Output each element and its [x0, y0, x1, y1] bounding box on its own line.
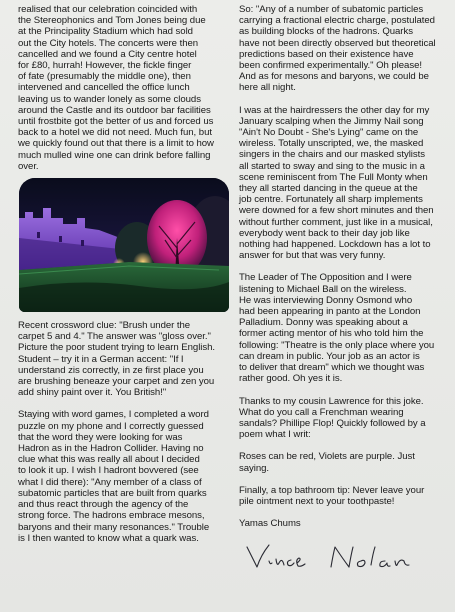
handwritten-signature — [239, 539, 439, 573]
joke-paragraph: Thanks to my cousin Lawrence for this joke. What do you call a Frenchman wearing sandals? Phillipe Flop! Quickly followed by a poem what I writ: — [239, 395, 426, 441]
bathroom-tip-paragraph: Finally, a top bathroom tip: Never leave your pile ointment next to your toothpaste! — [239, 484, 425, 507]
hadron-paragraph: Staying with word games, I completed a word puzzle on my phone and I correctly guessed that the word they were looking for was Hadron as in the Hadron Collider. Having no clue what this was really all about I decided to look it up. I wish I hadront bovvered (see what I did there): "Any member of a class of subatomic particles that are built from quarks and thus react through the agency of the strong force. The hadrons embrace mesons, baryons and their many resonances." Trouble is I then wanted to know what a quark was. — [18, 409, 210, 544]
quark-definition-paragraph: So: "Any of a number of subatomic particles carrying a fractional electric charge, postulated as building blocks of the hadrons. Quarks have not been directly observed but theoretical predictions based on their existence have been confirmed experimentally." Oh please! And as for mesons and baryons, we could be here all night. — [239, 4, 436, 94]
crossword-paragraph: Recent crossword clue: "Brush under the carpet 5 and 4." The answer was "gloss over." Picture the poor student trying to learn English. Student – try it in a German accent: "If I understand zis correctly, in ze first place you are brushing beneaze your carpet and zen you add shiny paint over it. You British!" — [18, 320, 216, 399]
castle-night-photo — [19, 178, 229, 312]
castle-photo-image — [19, 178, 229, 312]
hairdresser-paragraph: I was at the hairdressers the other day for my January scalping when the Jimmy Nail song "Ain't No Doubt - She's Lying" came on the wireless. Totally unscripted, we, the masked singers in the chairs and our masked stylists all started to sway and sing to the music in a scene reminiscent from The Full Monty when they all started dancing in the queue at the job centre. Fortunately all sharp implements were downed for a few short minutes and then without further comment, just like in a musical, everybody went back to their day job like nothing had happened. Lockdown has a lot to answer for but that was very funny. — [239, 104, 434, 262]
michael-ball-paragraph: The Leader of The Opposition and I were listening to Michael Ball on the wireless. He was interviewing Donny Osmond who had been appearing in panto at the London Palladium. Donny was speaking about a former acting mentor of his who told him the following: "Theatre is the only place where you can dream in public. Your job as an actor is to deliver that dream" which we thought was rather good. Oh yes it is. — [239, 272, 435, 385]
castle-celebration-paragraph: realised that our celebration coincided with the Stereophonics and Tom Jones being due at the Principality Stadium which had sold out the City hotels. The concerts were then cancelled and we found a City centre hotel for £80, hurrah! However, the fickle finger of fate (presumably the middle one), then intervened and cancelled the office lunch leaving us to wander lonely as some clouds around the Castle and its outdoor bar facilities until frostbite got the better of us and forced us back to a hotel we did not need. Much fun, but we quickly found out that there is a limit to how much mulled wine one can drink before falling over. — [18, 4, 214, 172]
signature — [239, 539, 445, 573]
right-column — [239, 4, 445, 573]
left-column — [18, 4, 231, 544]
poem-paragraph: Roses can be red, Violets are purple. Just saying. — [239, 451, 415, 474]
closing-line: Yamas Chums — [239, 518, 301, 530]
